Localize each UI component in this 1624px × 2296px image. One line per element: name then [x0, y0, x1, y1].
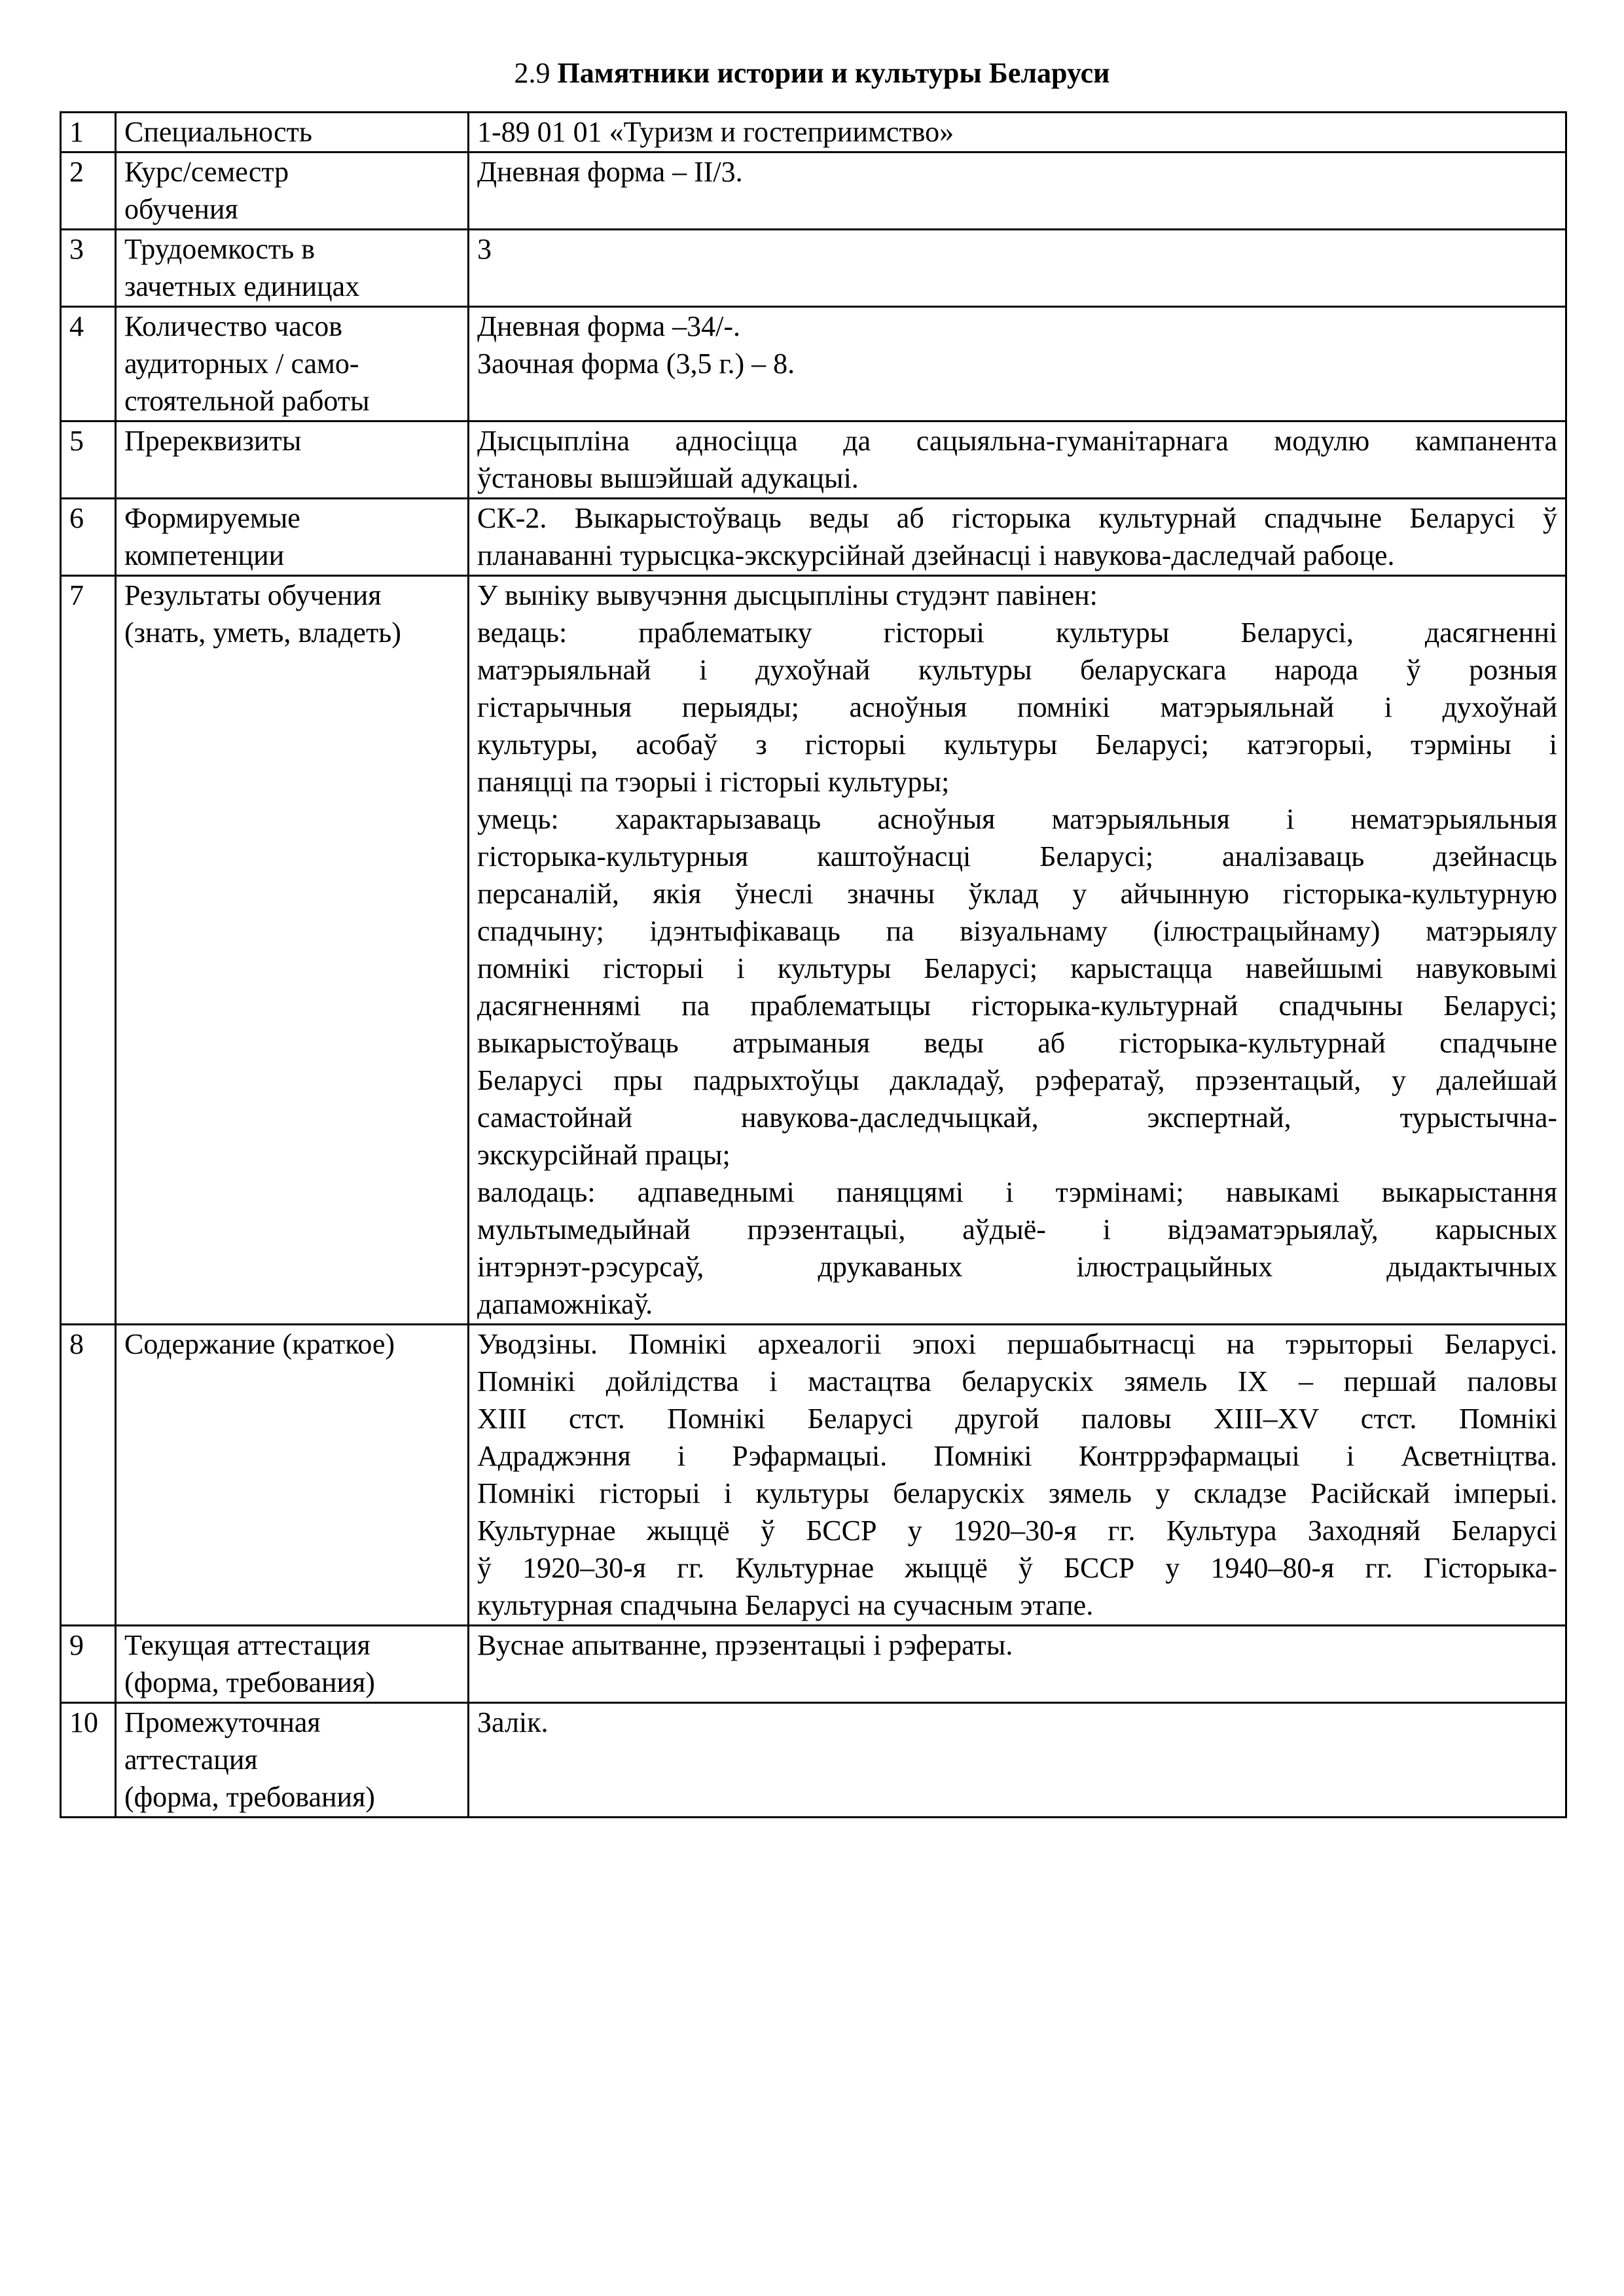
field-label-line: компетенции	[124, 539, 285, 571]
field-value-line: мультымедыйнай прэзентацыі, аўдыё- і відэаматэрыялаў, карысных	[477, 1213, 1557, 1246]
field-value-line: Дневная форма – II/3.	[477, 156, 743, 188]
table-row	[61, 307, 1566, 422]
field-value-line: дапаможнікаў.	[477, 1288, 653, 1320]
row-number: 3	[61, 230, 116, 307]
field-value	[469, 113, 1566, 152]
field-label-line: Формируемые	[124, 502, 300, 534]
field-value-line: Дысцыпліна адносіцца да сацыяльна-гуманітарнага модулю кампанента	[477, 425, 1557, 457]
field-value-line: умець: характарызаваць асноўныя матэрыяльныя і нематэрыяльныя	[477, 803, 1557, 835]
row-number: 10	[61, 1703, 116, 1818]
field-value-line: XIII стст. Помнікі Беларусі другой паловы XIII–XV стст. Помнікі	[477, 1403, 1557, 1435]
field-value-line: інтэрнэт-рэсурсаў, друкаваных ілюстрацыйных дыдактычных	[477, 1251, 1557, 1283]
field-value-line: Культурнае жыццё ў БССР у 1920–30-я гг. Культура Заходняй Беларусі	[477, 1515, 1557, 1547]
field-value-line: СК-2. Выкарыстоўваць веды аб гісторыка культурнай спадчыне Беларусі ў	[477, 502, 1557, 534]
table-row	[61, 230, 1566, 307]
field-label-line: Курс/семестр	[124, 156, 289, 188]
field-value-line: Уводзіны. Помнікі археалогіі эпохі першабытнасці на тэрыторыі Беларусі.	[477, 1328, 1557, 1360]
field-value-line: Вуснае апытванне, прэзентацыі і рэфераты.	[477, 1629, 1013, 1661]
course-info-table-body	[61, 113, 1566, 1818]
field-value-line: 3	[477, 233, 492, 265]
field-label	[116, 1626, 469, 1703]
field-value-line: Помнікі дойлідства і мастацтва беларускіх зямель IX – першай паловы	[477, 1365, 1557, 1397]
table-row	[61, 152, 1566, 230]
field-label-line: Пререквизиты	[124, 425, 302, 457]
field-value-line: Адраджэння і Рэфармацыі. Помнікі Контррэфармацыі і Асветніцтва.	[477, 1440, 1557, 1472]
field-value-line: ведаць: праблематыку гісторыі культуры Беларусі, дасягненні	[477, 617, 1557, 649]
field-value-line: спадчыну; ідэнтыфікаваць па візуальнаму (ілюстрацыйнаму) матэрыялу	[477, 915, 1557, 947]
field-value-line: самастойнай навукова-даследчыцкай, экспертнай, турыстычна-	[477, 1102, 1557, 1134]
field-label	[116, 230, 469, 307]
field-value-line: Помнікі гісторыі і культуры беларускіх зямель у складзе Расійскай імперыі.	[477, 1477, 1557, 1509]
field-label-line: стоятельной работы	[124, 385, 370, 417]
row-number: 8	[61, 1325, 116, 1626]
field-value-line: 1-89 01 01 «Туризм и гостеприимство»	[477, 116, 954, 148]
field-value-line: валодаць: адпаведнымі паняццямі і тэрмінамі; навыкамі выкарыстання	[477, 1176, 1557, 1208]
field-label-line: аудиторных / само-	[124, 348, 359, 380]
field-label-line: зачетных единицах	[124, 270, 360, 302]
field-label-line: (форма, требования)	[124, 1781, 375, 1813]
field-label	[116, 307, 469, 422]
field-label-line: Трудоемкость в	[124, 233, 315, 265]
field-value-line: планаванні турысцка-экскурсійнай дзейнасці і навукова-даследчай рабоце.	[477, 539, 1395, 571]
field-value	[469, 422, 1566, 499]
field-label-line: Промежуточная	[124, 1706, 321, 1738]
field-label	[116, 152, 469, 230]
field-value	[469, 1626, 1566, 1703]
field-value-line: Заочная форма (3,5 г.) – 8.	[477, 348, 795, 380]
table-row	[61, 422, 1566, 499]
field-value-line: Дневная форма –34/-.	[477, 310, 740, 342]
field-value	[469, 307, 1566, 422]
field-value-line: матэрыяльнай і духоўнай культуры беларускага народа ў розныя	[477, 654, 1557, 686]
field-value	[469, 499, 1566, 576]
field-value-line: дасягненнямі па праблематыцы гісторыка-культурнай спадчыны Беларусі;	[477, 990, 1557, 1022]
field-value	[469, 152, 1566, 230]
field-label-line: (форма, требования)	[124, 1666, 375, 1698]
field-label	[116, 499, 469, 576]
field-value-line: У выніку вывучэння дысцыпліны студэнт павінен:	[477, 579, 1098, 611]
field-label	[116, 422, 469, 499]
table-row	[61, 1626, 1566, 1703]
table-row	[61, 576, 1566, 1325]
field-value-line: ў 1920–30-я гг. Культурнае жыццё ў БССР у 1940–80-я гг. Гісторыка-	[477, 1552, 1557, 1584]
row-number: 5	[61, 422, 116, 499]
field-value-line: ўстановы вышэйшай адукацыі.	[477, 462, 859, 494]
table-row	[61, 113, 1566, 152]
table-row	[61, 1703, 1566, 1818]
field-value	[469, 1703, 1566, 1818]
field-label-line: аттестация	[124, 1744, 258, 1776]
field-label-line: Содержание (краткое)	[124, 1328, 395, 1360]
field-value	[469, 576, 1566, 1325]
field-label	[116, 1325, 469, 1626]
field-label-line: (знать, уметь, владеть)	[124, 617, 401, 649]
field-label-line: обучения	[124, 193, 238, 225]
row-number: 6	[61, 499, 116, 576]
field-value-line: Беларусі пры падрыхтоўцы дакладаў, рэфератаў, прэзентацый, у далейшай	[477, 1064, 1557, 1096]
row-number: 4	[61, 307, 116, 422]
section-title: Памятники истории и культуры Беларуси	[557, 57, 1110, 89]
field-value-line: культурная спадчына Беларусі на сучасным этапе.	[477, 1589, 1094, 1621]
field-value	[469, 230, 1566, 307]
section-number: 2.9	[514, 57, 550, 89]
field-label	[116, 576, 469, 1325]
field-label	[116, 1703, 469, 1818]
row-number: 7	[61, 576, 116, 1325]
field-label-line: Результаты обучения	[124, 579, 382, 611]
table-row	[61, 499, 1566, 576]
field-value-line: Залік.	[477, 1706, 549, 1738]
row-number: 1	[61, 113, 116, 152]
row-number: 9	[61, 1626, 116, 1703]
field-label-line: Количество часов	[124, 310, 343, 342]
field-value-line: экскурсійнай працы;	[477, 1139, 731, 1171]
field-value-line: гісторыка-культурныя каштоўнасці Беларусі; аналізаваць дзейнасць	[477, 840, 1557, 872]
field-value-line: персаналій, якія ўнеслі значны ўклад у айчынную гісторыка-культурную	[477, 878, 1557, 910]
field-label	[116, 113, 469, 152]
field-value-line: выкарыстоўваць атрыманыя веды аб гісторыка-культурнай спадчыне	[477, 1027, 1557, 1059]
field-value-line: паняцці па тэорыі і гісторыі культуры;	[477, 766, 950, 798]
page-title	[0, 55, 1624, 92]
field-label-line: Текущая аттестация	[124, 1629, 370, 1661]
field-value-line: гістарычныя перыяды; асноўныя помнікі матэрыяльнай і духоўнай	[477, 691, 1557, 723]
field-value-line: помнікі гісторыі і культуры Беларусі; карыстацца навейшымі навуковымі	[477, 952, 1557, 984]
table-row	[61, 1325, 1566, 1626]
field-value-line: культуры, асобаў з гісторыі культуры Беларусі; катэгорыі, тэрміны і	[477, 728, 1557, 761]
row-number: 2	[61, 152, 116, 230]
field-label-line: Специальность	[124, 116, 312, 148]
field-value	[469, 1325, 1566, 1626]
course-info-table	[60, 111, 1567, 1818]
